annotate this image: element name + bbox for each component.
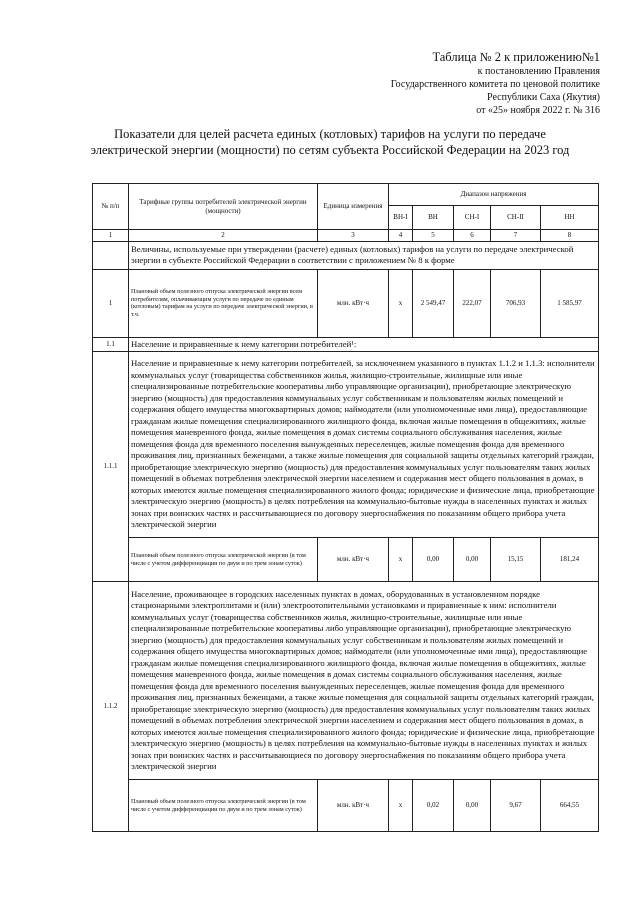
row-value: 0,00 (454, 780, 491, 832)
head-group: Тарифные группы потребителей электрической энергии (мощности) (129, 184, 318, 230)
head-level: ВН (413, 206, 454, 230)
col-number: 7 (491, 230, 541, 242)
row-num: 1.1 (93, 337, 129, 352)
row-value: 181,24 (541, 538, 599, 582)
row-value: 2 549,47 (413, 269, 454, 337)
col-number: 2 (129, 230, 318, 242)
document-title (70, 127, 590, 158)
appendix-title: Таблица № 2 к приложению№1 (432, 50, 600, 64)
row-value: 706,93 (491, 269, 541, 337)
head-level: СН-II (491, 206, 541, 230)
row-text: Население, проживающее в городских населенных пунктах в домах, оборудованных в установленном порядке стационарными электроплитами и (или) электроотопительными установками и приравненные к ним: исполнители коммунальных услуг (товарищества собственников жилья, жилищно-строительные, жилищные или иные специализированные потребительские кооперативы либо управляющие организации), приобретающие электрическую энергию (мощность) для предоставления коммунальных услуг собственникам и пользователям жилых помещений и содержания общего имущества многоквартирных домов; наймодатели (или уполномоченные ими лица), предоставляющие гражданам жилые помещения специализированного жилищного фонда, включая жилые помещения в общежитиях, жилые помещения маневренного фонда, жилые помещения в домах системы социального обслуживания населения, жилые помещения фонда для временного поселения вынужденных переселенцев, жилые помещения фонда для временного проживания лиц, признанных беженцами, а также жилые помещения для социальной защиты отдельных категорий граждан, приобретающие электрическую энергию (мощность) для предоставления коммунальных услуг пользователям таких жилых помещений в объемах потребления электрической энергии населением и содержания мест общего пользования в домах, в которых имеются жилые помещения специализированного жилого фонда; юридические и физические лица, приобретающие электрическую энергию (мощность) в целях потребления на коммунально-бытовые нужды в населенных пунктах и жилых зонах при воинских частях и рассчитывающиеся по договору энергоснабжения по показаниям общего прибора учета электрической энергии (129, 582, 599, 780)
row-unit: млн. кВт·ч (318, 538, 389, 582)
header-line: от «25» ноября 2022 г. № 316 (476, 105, 600, 116)
head-num: № п/п (93, 184, 129, 230)
head-range: Диапазон напряжения (389, 184, 599, 206)
row-value: x (389, 538, 413, 582)
head-level: СН-I (454, 206, 491, 230)
section-text: Величины, используемые при утверждении (расчете) единых (котловых) тарифов на услуги по передаче электрической энергии в субъекте Российской Федерации в соответствии с приложением № 8 к форме (129, 241, 599, 269)
row-value: 0,00 (454, 538, 491, 582)
col-number: 8 (541, 230, 599, 242)
row-1-1-2 (93, 582, 599, 780)
row-1 (93, 269, 599, 337)
row-label: Плановый объем полезного отпуска электрической энергии (в том числе с учетом дифференциации по двум и по трем зонам суток) (129, 538, 318, 582)
row-1-1-1 (93, 352, 599, 538)
col-number: 1 (93, 230, 129, 242)
row-text: Население и приравненные к нему категории потребителей¹: (129, 337, 599, 352)
document-title-line: электрической энергии (мощности) по сетям субъекта Российской Федерации на 2023 год (90, 142, 570, 157)
header-line: Государственного комитета по ценовой политике (390, 79, 600, 90)
row-value: 222,07 (454, 269, 491, 337)
document-title-line: Показатели для целей расчета единых (котловых) тарифов на услуги по передаче (114, 127, 546, 141)
row-value: 9,67 (491, 780, 541, 832)
header-line: Республики Саха (Якутия) (487, 92, 600, 103)
table-head-row (93, 184, 599, 206)
row-value: 0,02 (413, 780, 454, 832)
document-header (240, 50, 600, 117)
col-number: 3 (318, 230, 389, 242)
row-label: Плановый объем полезного отпуска электрической энергии всем потребителям, оплачивающим услуги по передаче по единым (котловым) тарифам на услуги по передаче электрической энергии, в т.ч. (129, 269, 318, 337)
row-value: 664,55 (541, 780, 599, 832)
row-unit: млн. кВт·ч (318, 269, 389, 337)
row-value: 0,00 (413, 538, 454, 582)
row-1-1-2-volume (93, 780, 599, 832)
row-num: 1.1.1 (93, 352, 129, 582)
row-value: x (389, 780, 413, 832)
row-1-1-1-volume (93, 538, 599, 582)
row-text: Население и приравненные к нему категории потребителей, за исключением указанного в пунктах 1.1.2 и 1.1.3: исполнители коммунальных услуг (товарищества собственников жилья, жилищно-строительные, жилищные или иные специализированные потребительские кооперативы либо управляющие организации), приобретающие электрическую энергию (мощность) для предоставления коммунальных услуг собственникам и пользователям жилых помещений и содержания общего имущества многоквартирных домов; наймодатели (или уполномоченные ими лица), предоставляющие гражданам жилые помещения специализированного жилищного фонда, включая жилые помещения в общежитиях, жилые помещения маневренного фонда, жилые помещения в домах системы социального обслуживания населения, жилые помещения фонда для временного поселения вынужденных переселенцев, жилые помещения фонда для временного проживания лиц, признанных беженцами, а также жилые помещения для социальной защиты отдельных категорий граждан, приобретающие электрическую энергию (мощность) для предоставления коммунальных услуг пользователям таких жилых помещений в объемах потребления электрической энергии населением и содержания мест общего пользования в домах, в которых имеются жилые помещения специализированного жилого фонда; юридические и физические лица, приобретающие электрическую энергию (мощность) в целях потребления на коммунально-бытовые нужды в населенных пунктах и жилых зонах при воинских частях и рассчитывающиеся по договору энергоснабжения по показаниям общего прибора учета электрической энергии (129, 352, 599, 538)
row-value: 15,15 (491, 538, 541, 582)
head-unit: Единица измерения (318, 184, 389, 230)
column-numbers-row (93, 230, 599, 242)
header-line: к постановлению Правления (477, 66, 600, 77)
col-number: 4 (389, 230, 413, 242)
col-number: 6 (454, 230, 491, 242)
row-value: 1 585,97 (541, 269, 599, 337)
row-num: 1 (93, 269, 129, 337)
section-row (93, 241, 599, 269)
row-value: x (389, 269, 413, 337)
head-level: ВН-I (389, 206, 413, 230)
row-num: 1.1.2 (93, 582, 129, 832)
col-number: 5 (413, 230, 454, 242)
row-unit: млн. кВт·ч (318, 780, 389, 832)
tariff-table (92, 183, 599, 832)
head-level: НН (541, 206, 599, 230)
row-label: Плановый объем полезного отпуска электрической энергии (в том числе с учетом дифференциации по двум и по трем зонам суток) (129, 780, 318, 832)
row-1-1 (93, 337, 599, 352)
